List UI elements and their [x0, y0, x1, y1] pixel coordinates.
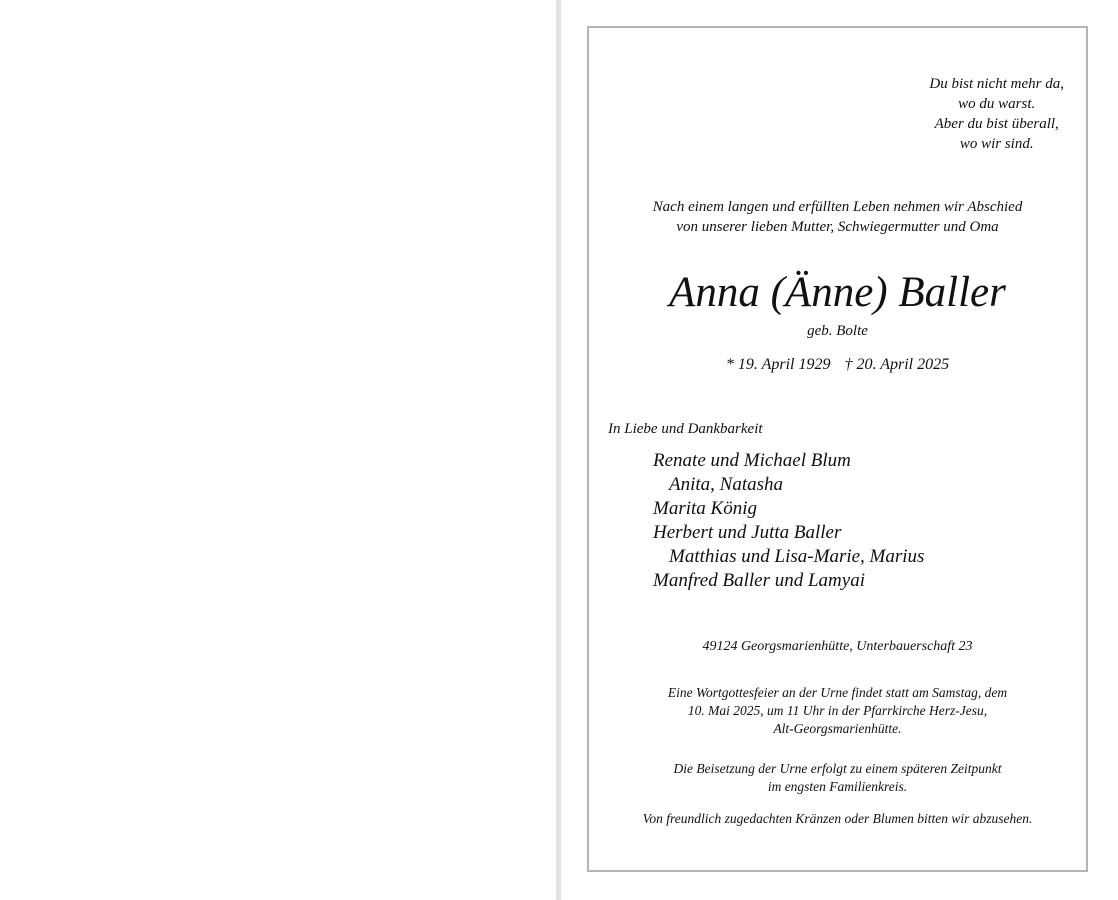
family-member: Anita, Natasha: [669, 474, 784, 495]
burial-line: im engsten Familienkreis.: [767, 779, 908, 794]
service-line: Alt-Georgsmarienhütte.: [773, 721, 902, 736]
maiden-name: geb. Bolte: [807, 323, 868, 339]
intro-text: [589, 197, 1086, 237]
family-member: Manfred Baller und Lamyai: [653, 570, 865, 591]
intro-line: Nach einem langen und erfüllten Leben nehmen wir Abschied: [652, 199, 1023, 215]
mourners-heading: In Liebe und Dankbarkeit: [608, 421, 763, 437]
poem-line: wo du warst.: [958, 96, 1036, 112]
flowers-note: Von freundlich zugedachten Kränzen oder Blumen bitten wir abzusehen.: [642, 811, 1033, 826]
family-member: Herbert und Jutta Baller: [653, 522, 842, 543]
family-list: [653, 449, 924, 593]
burial-info: [589, 760, 1086, 796]
deceased-name: Anna (Änne) Baller: [669, 269, 1006, 316]
poem-line: Du bist nicht mehr da,: [929, 76, 1064, 92]
death-date: † 20. April 2025: [844, 356, 950, 373]
page-divider: [556, 0, 561, 900]
obituary-card: [587, 26, 1088, 872]
birth-date: * 19. April 1929: [725, 356, 831, 373]
intro-line: von unserer lieben Mutter, Schwiegermutter und Oma: [676, 219, 999, 235]
family-member: Renate und Michael Blum: [653, 450, 851, 471]
poem: [929, 74, 1064, 154]
address: 49124 Georgsmarienhütte, Unterbauerschaft 23: [702, 639, 973, 654]
service-info: [589, 684, 1086, 738]
service-line: Eine Wortgottesfeier an der Urne findet statt am Samstag, dem: [667, 685, 1008, 700]
service-line: 10. Mai 2025, um 11 Uhr in der Pfarrkirche Herz-Jesu,: [687, 703, 988, 718]
poem-line: wo wir sind.: [959, 136, 1034, 152]
family-member: Marita König: [653, 498, 757, 519]
life-dates: [589, 355, 1086, 375]
family-member: Matthias und Lisa-Marie, Marius: [669, 546, 925, 567]
burial-line: Die Beisetzung der Urne erfolgt zu einem späteren Zeitpunkt: [673, 761, 1002, 776]
poem-line: Aber du bist überall,: [934, 116, 1059, 132]
